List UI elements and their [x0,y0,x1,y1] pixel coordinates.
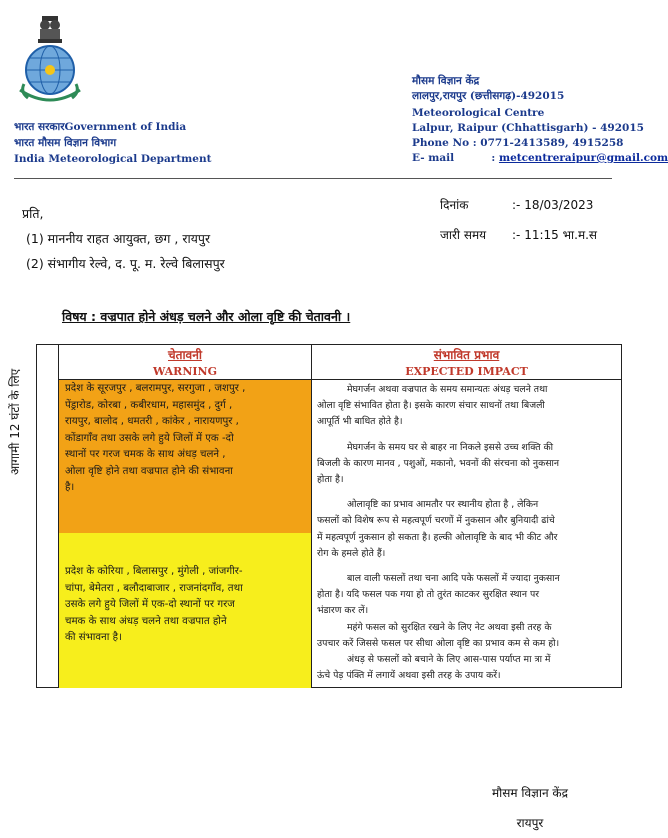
issue-time-label: जारी समय [440,228,487,242]
header-divider [14,178,612,179]
email-label: E- mail [412,152,455,164]
warning-cell-orange [59,380,311,533]
recipient-item: (2) संभागीय रेल्वे, द. पू. म. रेल्वे बिलासपुर [26,256,225,271]
warning-line: उसके लगे हुये जिलों में एक-दो स्थानों पर गरज [65,599,235,610]
impact-line: ओलावृष्टि का प्रभाव आमतौर पर स्थानीय होता है , लेकिन [347,499,539,511]
centre-name-hindi: मौसम विज्ञान केंद्र [412,75,480,87]
warning-line: पेंड्रारोड, कोरबा , कबीरधाम, महासमुंद , दुर्ग , [65,399,233,411]
table-col-divider [311,345,312,687]
warning-line: कोंडागाँव तथा उसके लगे हुये जिलों में एक -दो [65,432,234,444]
dateline [440,190,597,250]
warning-line: रायपुर, बालोद , धमतरी , कांकेर , नारायणपुर , [65,416,239,427]
impact-header-hindi: संभावित प्रभाव [433,348,500,362]
recipient-item: (1) माननीय राहत आयुक्त, छग , रायपुर [26,231,211,246]
impact-line: भंडारण कर लें। [317,605,369,617]
email-colon: : [491,152,496,164]
globe-icon [26,46,74,94]
date-label: दिनांक [440,198,469,212]
impact-header [312,346,621,380]
date-value: :- 18/03/2023 [512,198,594,212]
email-link[interactable]: metcentreraipur@gmail.com [498,152,668,164]
organisation-block [14,119,234,167]
lion-capital-icon [38,16,62,43]
centre-address-block [412,74,668,166]
warning-header [59,346,311,380]
warning-line: स्थानों पर गरज चमक के साथ अंधड़ चलने , [65,449,226,460]
centre-address-english: Lalpur, Raipur (Chhattisgarh) - 492015 [412,122,644,134]
recipients [22,201,225,276]
impact-line: ऊंचे पेड़ पंक्ति में लगायें अथवा इसी तरह के उपाय करें। [317,670,501,682]
impact-line: फसलों को विशेष रूप से महत्वपूर्ण चरणों में नुकसान और बुनियादी ढांचे [317,515,555,527]
impact-line: उपचार करें जिससे फसल पर सीधा ओला वृष्टि का प्रभाव कम से कम हो। [317,637,560,649]
impact-line: बिजली के कारण मानव , पशुओं, मकानो, भवनों की संरचना को नुकसान [317,457,560,469]
issue-time-value: :- 11:15 भा.म.स [512,228,598,242]
warning-line: ओला वृष्टि होने तथा वज्रपात होने की संभावना [65,465,233,477]
warning-header-english: WARNING [153,365,217,378]
impact-line: ओला वृष्टि संभावित होता है। इसके कारण संचार साधनों तथा बिजली [317,400,545,412]
phone-number: Phone No : 0771-2413589, 4915258 [412,137,624,149]
centre-name-english: Meteorological Centre [412,107,545,119]
centre-address-hindi: लालपुर,रायपुर (छत्तीसगढ़)-492015 [412,90,565,102]
national-emblem-logo [14,12,86,110]
to-label: प्रति, [22,206,44,221]
signature-block [470,778,590,838]
email-row [412,151,668,166]
org-line-1: भारत सरकारGovernment of India [14,121,187,133]
validity-label: आगामी 12 घंटों के लिए [8,368,22,475]
warning-line: चमक के साथ अंधड़ चलने तथा वज्रपात होने [65,615,227,627]
impact-line: मेघगर्जन के समय घर से बाहर ना निकले इससे उच्च शक्ति की [347,441,554,453]
signature-line-1: मौसम विज्ञान केंद्र [491,786,569,800]
org-line-2: भारत मौसम विज्ञान विभाग [14,137,117,149]
warning-line: प्रदेश के कोरिया , बिलासपुर , मुंगेली , जांजगीर- [65,566,243,577]
warning-line: चांपा, बेमेतरा , बलौदाबाजार , राजनांदगाँव, तथा [65,582,243,594]
impact-line: होता है। यदि फसल पक गया हो तो तुरंत काटकर सुरक्षित स्थान पर [317,589,540,601]
warning-header-hindi: चेतावनी [167,348,202,362]
warning-cell-yellow [59,533,311,688]
warning-line: की संभावना है। [65,632,122,643]
impact-text [317,382,617,684]
org-line-3: India Meteorological Department [14,153,212,165]
warning-table [36,344,622,688]
impact-line: अंधड़ से फसलों को बचाने के लिए आस-पास पर्याप्त मा त्रा में [347,654,551,666]
warning-text-orange [65,381,307,497]
impact-line: आपूर्ति भी बाधित होते है। [317,416,403,428]
warning-line: है। [65,482,75,493]
impact-line: रोग के हमले होते हैं। [317,547,386,559]
subject-line: विषय : वज्रपात होने अंधड़ चलने और ओला वृष्टि की चेतावनी । [62,309,351,324]
impact-line: मेघगर्जन अथवा वज्रपात के समय समान्यतः अंधड़ चलने तथा [347,384,548,395]
impact-line: होता है। [317,474,344,486]
warning-line: प्रदेश के सूरजपुर , बलरामपुर, सरगुजा , जशपुर , [65,383,246,394]
impact-line: बाल वाली फसलों तथा चना आदि पके फसलों में ज्यादा नुकसान [347,573,560,585]
impact-line: महंगे फसल को सुरक्षित रखने के लिए नेट अथवा इसी तरह के [347,621,552,633]
warning-text-yellow [65,564,307,647]
impact-line: में महत्वपूर्ण नुकसान हो सकता है। हल्की ओलावृष्टि के बाद भी कीट और [317,531,558,543]
impact-header-english: EXPECTED IMPACT [405,365,528,378]
signature-line-2: रायपुर [516,816,544,830]
